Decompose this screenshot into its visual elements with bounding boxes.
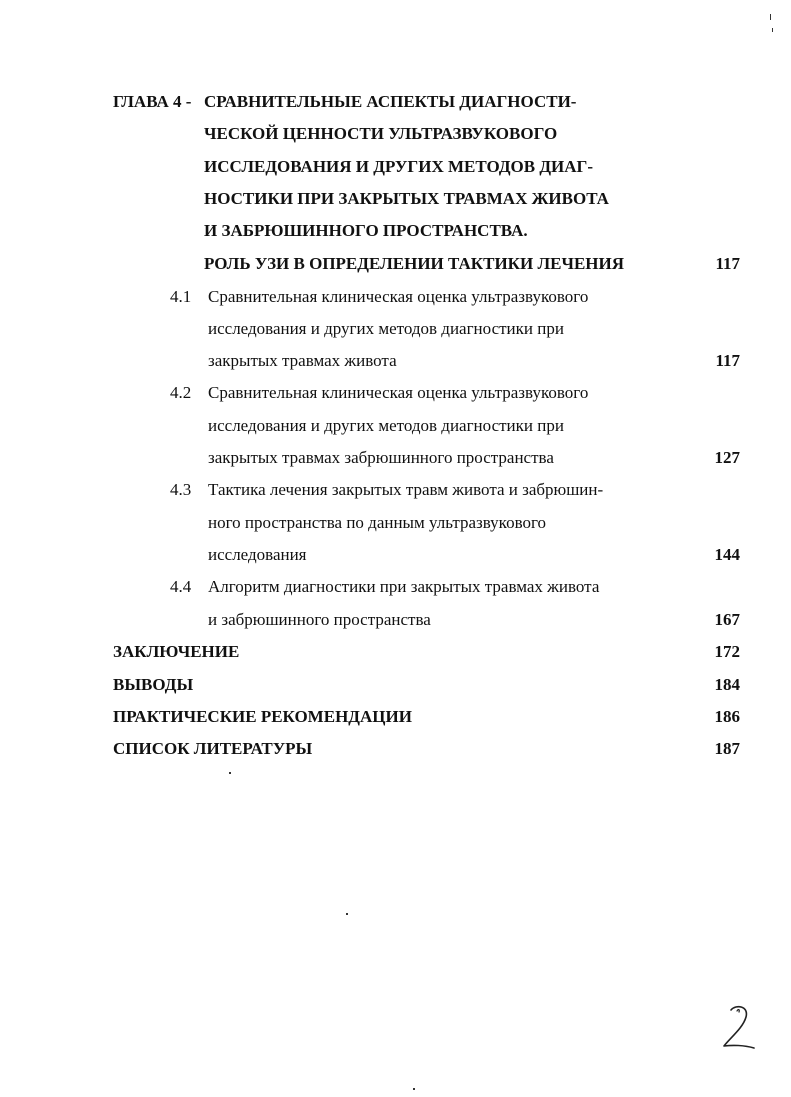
chapter-title-line: СРАВНИТЕЛЬНЫЕ АСПЕКТЫ ДИАГНОСТИ- xyxy=(204,92,577,111)
scan-speck xyxy=(772,28,773,32)
chapter-page-number: 117 xyxy=(715,254,740,273)
handwritten-page-number xyxy=(722,1004,756,1050)
chapter-title-line: ЧЕСКОЙ ЦЕННОСТИ УЛЬТРАЗВУКОВОГО xyxy=(204,124,558,143)
section-number: 4.1 xyxy=(170,287,192,306)
section-line: закрытых травмах живота xyxy=(208,351,397,370)
section-page-number: 127 xyxy=(714,448,740,467)
scan-speck xyxy=(229,772,231,774)
section-line: Сравнительная клиническая оценка ультразвукового xyxy=(208,287,589,306)
section-line: и забрюшинного пространства xyxy=(208,610,431,629)
section-page-number: 117 xyxy=(715,351,740,370)
toc-entry-recommendations: ПРАКТИЧЕСКИЕ РЕКОМЕНДАЦИИ xyxy=(113,707,412,726)
toc-entry-page: 184 xyxy=(714,675,740,694)
section-line: Сравнительная клиническая оценка ультразвукового xyxy=(208,383,589,402)
toc-entry-page: 172 xyxy=(714,642,740,661)
section-page-number: 167 xyxy=(714,610,740,629)
section-line: закрытых травмах забрюшинного пространства xyxy=(208,448,554,467)
section-page-number: 144 xyxy=(714,545,740,564)
section-line: Алгоритм диагностики при закрытых травмах живота xyxy=(208,577,600,596)
toc-entry-references: СПИСОК ЛИТЕРАТУРЫ xyxy=(113,739,313,758)
scan-speck xyxy=(346,913,348,915)
section-number: 4.4 xyxy=(170,577,192,596)
chapter-title-line: РОЛЬ УЗИ В ОПРЕДЕЛЕНИИ ТАКТИКИ ЛЕЧЕНИЯ xyxy=(204,254,625,273)
toc-entry-page: 187 xyxy=(714,739,740,758)
chapter-label: ГЛАВА 4 - xyxy=(113,92,192,111)
toc-entry-findings: ВЫВОДЫ xyxy=(113,675,194,694)
section-line: исследования и других методов диагностики при xyxy=(208,319,564,338)
chapter-title-line: НОСТИКИ ПРИ ЗАКРЫТЫХ ТРАВМАХ ЖИВОТА xyxy=(204,189,609,208)
section-line: исследования xyxy=(208,545,307,564)
scan-speck xyxy=(413,1088,415,1090)
toc-entry-conclusion: ЗАКЛЮЧЕНИЕ xyxy=(113,642,240,661)
chapter-title-line: ИССЛЕДОВАНИЯ И ДРУГИХ МЕТОДОВ ДИАГ- xyxy=(204,157,594,176)
section-number: 4.2 xyxy=(170,383,192,402)
chapter-title-line: И ЗАБРЮШИННОГО ПРОСТРАНСТВА. xyxy=(204,221,528,240)
scan-speck xyxy=(770,14,771,20)
toc-entry-page: 186 xyxy=(714,707,740,726)
section-line: Тактика лечения закрытых травм живота и забрюшин- xyxy=(208,480,604,499)
section-line: ного пространства по данным ультразвукового xyxy=(208,513,547,532)
section-line: исследования и других методов диагностики при xyxy=(208,416,564,435)
section-number: 4.3 xyxy=(170,480,192,499)
